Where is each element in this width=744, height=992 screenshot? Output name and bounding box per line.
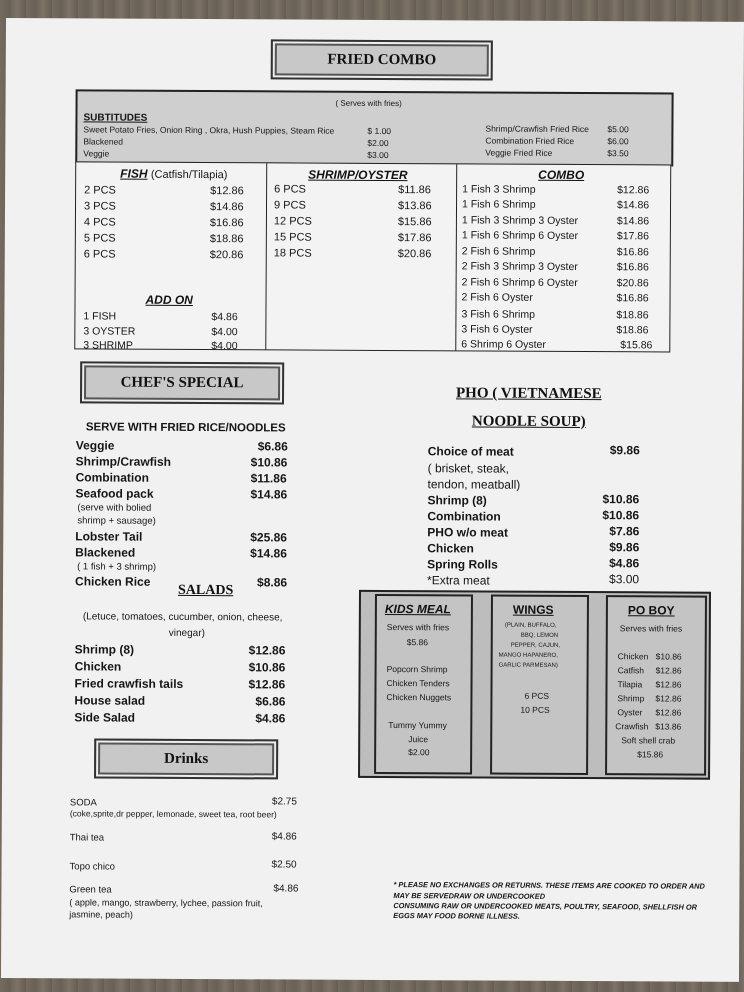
addon-item-price: $4.00 (211, 340, 238, 353)
pho-item-label: Spring Rolls (427, 557, 498, 572)
shrimp-item-price: $20.86 (397, 248, 432, 261)
combo-item-label: 1 Fish 6 Shrimp 6 Oyster (461, 229, 579, 242)
notice-line: EGGS MAY FOOD BORNE ILLNESS. (393, 911, 520, 921)
sub-right-price-2: $6.00 (607, 136, 629, 147)
drink-price: $4.86 (271, 831, 297, 843)
pho-item-price: $9.86 (609, 540, 640, 555)
seafood-note: shrimp + sausage) (77, 515, 156, 527)
pho-item-price: $7.86 (609, 524, 640, 539)
salad-item-price: $12.86 (248, 677, 286, 692)
menu-sheet (1, 18, 744, 982)
fried-combo-grid (74, 161, 671, 352)
salad-item-price: $4.86 (255, 711, 286, 726)
shrimp-oyster-heading: SHRIMP/OYSTER (308, 167, 408, 183)
sub-line-3: Veggie (83, 148, 110, 159)
combo-item-price: $12.86 (617, 184, 650, 197)
combo-item-price: $20.86 (616, 277, 649, 290)
salads-heading: SALADS (177, 582, 234, 599)
addon-item-price: $4.00 (211, 326, 238, 339)
substitutes-box (75, 89, 673, 166)
pho-item-label: Chicken (427, 541, 474, 556)
fish-item-price: $14.86 (209, 201, 244, 214)
blackened-note: ( 1 fish + 3 shrimp) (77, 561, 157, 573)
notice-line: * PLEASE NO EXCHANGES OR RETURNS. THESE ITEMS ARE COOKED TO ORDER AND (393, 880, 705, 891)
pho-choice-note: tendon, meatball) (427, 477, 521, 492)
shrimp-item-label: 6 PCS (274, 183, 306, 196)
fish-item-label: 4 PCS (83, 216, 116, 229)
sub-right-price-3: $3.50 (607, 148, 629, 159)
fish-item-label: 6 PCS (83, 248, 116, 261)
fish-item-price: $20.86 (209, 249, 244, 262)
combo-item-label: 2 Fish 6 Shrimp (461, 245, 536, 258)
addon-item-label: 3 OYSTER (83, 325, 136, 338)
kids-price: $5.86 (406, 637, 429, 648)
combo-item-label: 6 Shrimp 6 Oyster (461, 338, 546, 351)
fish-title: FISH (120, 166, 148, 181)
kids-item: Chicken Nuggets (386, 692, 452, 703)
grid-divider (455, 164, 457, 350)
salad-item-label: Chicken (74, 659, 122, 674)
shrimp-item-price: $11.86 (398, 184, 431, 197)
po-boy-item-label: Crawfish (615, 721, 649, 732)
wings-flavor: PEPPER, CAJUN, (510, 642, 561, 649)
kids-juice-price: $2.00 (408, 747, 430, 758)
notice-line: CONSUMING RAW OR UNDERCOOKED MEATS, POULTRY, SEAFOOD, SHELLFISH OR (393, 901, 697, 912)
po-boy-item-label: Chicken (617, 651, 649, 662)
fish-subtitle: (Catfish/Tilapia) (150, 168, 228, 182)
salad-item-label: House salad (74, 693, 146, 708)
fried-combo-title: FRIED COMBO (271, 39, 493, 80)
sub-right-3: Veggie Fried Rice (485, 147, 553, 158)
pho-choice-note: ( brisket, steak, (427, 461, 510, 476)
combo-heading: COMBO (538, 167, 585, 183)
salads-desc: (Letuce, tomatoes, cucumber, onion, cheese, (82, 611, 283, 624)
kids-meal-heading: KIDS MEAL (384, 601, 451, 617)
fish-item-label: 5 PCS (83, 232, 116, 245)
combo-item-price: $16.86 (616, 292, 649, 305)
chef-item-label: Shrimp/Crawfish (75, 454, 172, 469)
fish-item-label: 2 PCS (84, 184, 116, 197)
po-boy-item-price: $12.86 (655, 665, 682, 676)
drink-note: (coke,sprite,dr pepper, lemonade, sweet tea, root beer) (69, 808, 277, 820)
drink-price: $4.86 (273, 883, 299, 895)
combo-item-price: $14.86 (616, 215, 650, 228)
po-boy-item-label: Oyster (617, 707, 643, 718)
pho-item-price: $4.86 (609, 556, 640, 571)
shrimp-item-price: $13.86 (397, 200, 432, 213)
sub-line-1: Sweet Potato Fries, Onion Ring , Okra, Hush Puppies, Steam Rice (83, 124, 335, 136)
chicken-rice-label: Chicken Rice (75, 574, 151, 589)
pho-choice-label: Choice of meat (427, 444, 514, 459)
addon-item-label: 1 FISH (83, 310, 117, 323)
po-boy-item-price: $12.86 (655, 693, 682, 704)
fish-item-price: $16.86 (209, 217, 244, 230)
combo-item-label: 3 Fish 6 Shrimp (461, 308, 536, 321)
drink-label: Thai tea (69, 832, 105, 844)
chef-item-label: Combination (75, 470, 149, 485)
po-boy-item-price: $13.86 (655, 721, 682, 732)
drink-price: $2.75 (271, 796, 297, 808)
po-boy-heading: PO BOY (627, 603, 675, 618)
wings-flavor: GARLIC PARMESAN) (498, 662, 558, 669)
combo-item-price: $15.86 (620, 339, 653, 352)
pho-item-label: *Extra meat (427, 573, 490, 588)
pho-item-label: Combination (427, 509, 501, 524)
combo-item-price: $14.86 (616, 199, 650, 212)
kids-item: Popcorn Shrimp (386, 664, 448, 675)
po-boy-serves: Serves with fries (619, 623, 683, 634)
combo-item-price: $16.86 (616, 246, 649, 259)
fish-item-price: $12.86 (210, 185, 244, 198)
wings-pcs: 6 PCS (524, 690, 550, 701)
kids-item: Chicken Tenders (386, 678, 450, 689)
salad-item-label: Fried crawfish tails (74, 676, 184, 691)
serves-with-fries: ( Serves with fries) (335, 98, 402, 109)
wings-column (490, 595, 589, 776)
sub-price-2: $2.00 (367, 137, 389, 149)
combo-item-label: 2 Fish 6 Oyster (461, 291, 533, 304)
po-boy-softshell: Soft shell crab (621, 735, 676, 746)
shrimp-item-price: $17.86 (397, 232, 432, 245)
combo-item-label: 1 Fish 3 Shrimp (462, 183, 536, 196)
kids-juice: Juice (408, 734, 429, 745)
sub-right-1: Shrimp/Crawfish Fried Rice (485, 123, 589, 135)
drink-note: ( apple, mango, strawberry, lychee, passion fruit, (69, 897, 263, 909)
fish-heading (120, 167, 227, 182)
combo-item-label: 2 Fish 6 Shrimp 6 Oyster (461, 276, 578, 289)
sub-right-price-1: $5.00 (607, 124, 629, 135)
po-boy-item-price: $12.86 (655, 679, 682, 690)
fish-item-label: 3 PCS (83, 200, 116, 213)
drink-label: Topo chico (69, 861, 116, 873)
sub-price-3: $3.00 (367, 149, 389, 161)
salad-item-price: $12.86 (248, 643, 286, 658)
pho-title-line2: NOODLE SOUP) (471, 413, 586, 431)
fish-item-price: $18.86 (209, 233, 244, 246)
chef-item-price: $10.86 (250, 455, 288, 470)
chef-item-label: Veggie (75, 438, 115, 453)
drink-label: Green tea (69, 884, 112, 896)
combo-item-label: 1 Fish 3 Shrimp 3 Oyster (461, 214, 579, 227)
chicken-rice-price: $8.86 (257, 575, 288, 590)
kids-juice: Tummy Yummy (388, 720, 447, 731)
salad-item-price: $10.86 (248, 660, 286, 675)
shrimp-item-label: 15 PCS (273, 231, 312, 244)
chef-item-label: Seafood pack (75, 486, 154, 501)
chefs-special-title: CHEF'S SPECIAL (80, 361, 284, 404)
grid-divider (265, 163, 267, 349)
combo-item-price: $16.86 (616, 261, 649, 274)
shrimp-item-label: 12 PCS (273, 215, 312, 228)
substitutes-heading: SUBTITUDES (83, 112, 148, 124)
combo-item-label: 1 Fish 6 Shrimp (461, 198, 536, 211)
notice-line: MAY BE SERVEDRAW OR UNDERCOOKED (393, 891, 546, 901)
pho-item-price: $10.86 (602, 492, 640, 507)
salads-desc: vinegar) (168, 627, 205, 640)
sub-line-2: Blackened (83, 136, 124, 147)
po-boy-item-price: $10.86 (655, 651, 682, 662)
pho-item-price: $3.00 (609, 572, 640, 587)
sub-right-2: Combination Fried Rice (485, 135, 575, 146)
salad-item-label: Side Salad (74, 710, 136, 725)
wings-flavor: (PLAIN, BUFFALO, (504, 622, 557, 629)
combo-item-price: $18.86 (616, 309, 649, 322)
sub-price-1: $ 1.00 (367, 125, 392, 137)
chef-item-price: $14.86 (250, 546, 287, 561)
shrimp-item-label: 9 PCS (273, 199, 306, 212)
chef-item-price: $25.86 (250, 530, 288, 545)
wings-heading: WINGS (512, 602, 554, 617)
salad-item-price: $6.86 (255, 694, 286, 709)
pho-item-label: Shrimp (8) (427, 493, 487, 508)
addon-item-price: $4.86 (211, 311, 238, 324)
po-boy-softshell-price: $15.86 (637, 749, 664, 760)
combo-item-label: 3 Fish 6 Oyster (461, 323, 533, 336)
drink-price: $2.50 (271, 859, 297, 871)
chef-item-label: Blackened (75, 545, 136, 560)
salad-item-label: Shrimp (8) (74, 642, 135, 657)
chef-item-price: $11.86 (250, 471, 287, 486)
chef-item-label: Lobster Tail (75, 529, 143, 544)
chef-item-price: $6.86 (257, 439, 288, 454)
shrimp-item-price: $15.86 (397, 216, 432, 229)
pho-item-price: $10.86 (602, 508, 640, 523)
combo-item-price: $17.86 (616, 230, 650, 243)
po-boy-item-label: Shrimp (617, 693, 645, 704)
po-boy-column (605, 595, 707, 776)
pho-item-label: PHO w/o meat (427, 525, 509, 540)
po-boy-item-label: Catfish (617, 665, 645, 676)
wings-flavor: BBQ, LEMON (520, 632, 559, 639)
drink-note: jasmine, peach) (69, 909, 133, 920)
pho-choice-price: $9.86 (609, 443, 640, 458)
po-boy-item-price: $12.86 (655, 707, 682, 718)
wings-pcs: 10 PCS (520, 704, 550, 715)
kids-meal-column (374, 594, 473, 775)
drink-label: SODA (69, 797, 97, 809)
drinks-title: Drinks (94, 738, 278, 779)
wings-flavor: MANGO HAPANERO, (498, 652, 558, 659)
shrimp-item-label: 18 PCS (273, 247, 312, 260)
kids-serves: Serves with fries (386, 622, 450, 633)
add-on-heading: ADD ON (145, 292, 193, 307)
combo-item-label: 2 Fish 3 Shrimp 3 Oyster (461, 260, 578, 273)
combo-item-price: $18.86 (616, 324, 649, 337)
addon-item-label: 3 SHRIMP (83, 339, 133, 352)
seafood-note: (serve with bolied (77, 502, 152, 514)
po-boy-item-label: Tilapia (617, 679, 643, 690)
pho-title-line1: PHO ( VIETNAMESE (455, 385, 602, 403)
chef-item-price: $14.86 (250, 487, 288, 502)
chef-subtitle: SERVE WITH FRIED RICE/NOODLES (85, 421, 286, 435)
